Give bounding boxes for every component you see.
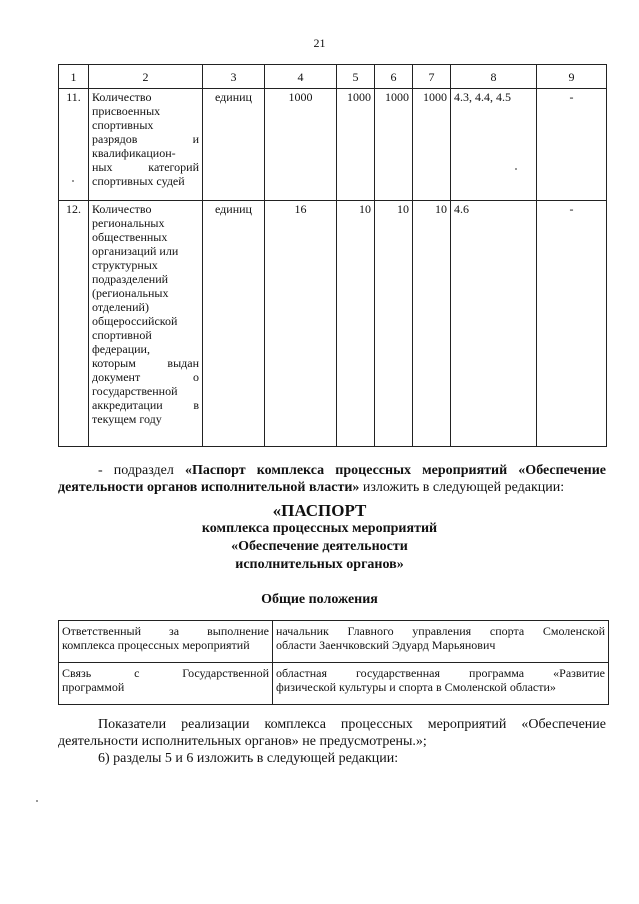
row-number: 12. xyxy=(59,201,89,447)
table-row xyxy=(59,89,607,201)
passport-title: «ПАСПОРТ xyxy=(272,501,367,520)
name-line: организаций или xyxy=(92,244,179,258)
name-line: спортивных судей xyxy=(92,174,185,188)
page-number: 21 xyxy=(313,36,326,50)
value-cell: 1000 xyxy=(265,89,337,201)
name-line: структурных xyxy=(92,258,158,272)
header-cell: 5 xyxy=(337,65,375,89)
name-line: ных категорий xyxy=(92,160,199,174)
label-line: Связь с Государственной xyxy=(62,666,269,680)
header-cell: 2 xyxy=(89,65,203,89)
name-line: общероссийской xyxy=(92,314,178,328)
name-line: которым выдан xyxy=(92,356,199,370)
value-line: физической культуры и спорта в Смоленской области» xyxy=(276,680,556,694)
general-provisions-heading: Общие положения xyxy=(261,592,378,607)
name-line: федерации, xyxy=(92,342,150,356)
name-line: подразделений xyxy=(92,272,169,286)
name-line: спортивной xyxy=(92,328,152,342)
header-cell: 8 xyxy=(451,65,537,89)
unit-cell: единиц xyxy=(203,201,265,447)
name-line: квалификацион- xyxy=(92,146,176,160)
name-line: разрядов и xyxy=(92,132,199,146)
passport-subtitle: «Обеспечение деятельности xyxy=(231,539,408,554)
label-line: комплекса процессных мероприятий xyxy=(62,638,250,652)
label-line: программой xyxy=(62,680,125,694)
value-cell: 1000 xyxy=(337,89,375,201)
row-number: 11. xyxy=(59,89,89,201)
passport-subtitle: исполнительных органов» xyxy=(235,557,404,572)
value-cell: 10 xyxy=(337,201,375,447)
table-header-row xyxy=(59,65,607,89)
label-cell xyxy=(59,663,273,705)
name-line: присвоенных xyxy=(92,104,161,118)
label-line: Ответственный за выполнение xyxy=(62,624,269,638)
intro-prefix: - подраздел xyxy=(98,463,185,478)
indicators-table xyxy=(58,64,607,447)
name-line: документ о xyxy=(92,370,199,384)
scan-speck xyxy=(515,168,517,170)
intro-bold: «Паспорт комплекса процессных мероприятий «Обеспечение деятельности органов исполнительной власти» xyxy=(58,463,606,495)
name-line: государственной xyxy=(92,384,178,398)
intro-paragraph xyxy=(58,462,606,496)
value-cell: 16 xyxy=(265,201,337,447)
header-cell: 3 xyxy=(203,65,265,89)
dash-cell: - xyxy=(537,89,607,201)
value-cell: 1000 xyxy=(413,89,451,201)
name-line: аккредитации в xyxy=(92,398,199,412)
reference-cell: 4.3, 4.4, 4.5 xyxy=(451,89,537,201)
passport-subtitle: комплекса процессных мероприятий xyxy=(201,521,438,536)
scan-speck xyxy=(36,800,38,802)
general-provisions-table xyxy=(58,620,609,705)
value-cell: 10 xyxy=(375,201,413,447)
indicator-name xyxy=(89,89,203,201)
value-line: областная государственная программа «Развитие xyxy=(276,666,605,680)
header-cell: 9 xyxy=(537,65,607,89)
indicator-name xyxy=(89,201,203,447)
name-line: региональных xyxy=(92,216,165,230)
value-cell: 10 xyxy=(413,201,451,447)
table-row xyxy=(59,663,609,705)
value-line: начальник Главного управления спорта Смоленской xyxy=(276,624,605,638)
name-line: Количество xyxy=(92,90,152,104)
header-cell: 7 xyxy=(413,65,451,89)
name-line: Количество xyxy=(92,202,152,216)
unit-cell: единиц xyxy=(203,89,265,201)
table-row xyxy=(59,201,607,447)
section-instruction: 6) разделы 5 и 6 изложить в следующей редакции: xyxy=(98,751,399,766)
label-cell xyxy=(59,621,273,663)
name-line: текущем году xyxy=(92,412,162,426)
name-line: (региональных xyxy=(92,286,169,300)
scan-speck xyxy=(72,180,74,182)
value-line: области Заенчковский Эдуард Марьянович xyxy=(276,638,496,652)
name-line: спортивных xyxy=(92,118,154,132)
intro-suffix: изложить в следующей редакции: xyxy=(359,480,565,495)
header-cell: 4 xyxy=(265,65,337,89)
name-line: общественных xyxy=(92,230,168,244)
closing-paragraph: Показатели реализации комплекса процессных мероприятий «Обеспечение деятельности исполнительных органов» не предусмотрены.»; xyxy=(58,717,606,749)
value-cell: 1000 xyxy=(375,89,413,201)
dash-cell: - xyxy=(537,201,607,447)
header-cell: 6 xyxy=(375,65,413,89)
value-cell xyxy=(273,621,609,663)
value-cell xyxy=(273,663,609,705)
table-row xyxy=(59,621,609,663)
name-line: отделений) xyxy=(92,300,149,314)
passport-heading xyxy=(0,502,639,574)
reference-cell: 4.6 xyxy=(451,201,537,447)
header-cell: 1 xyxy=(59,65,89,89)
